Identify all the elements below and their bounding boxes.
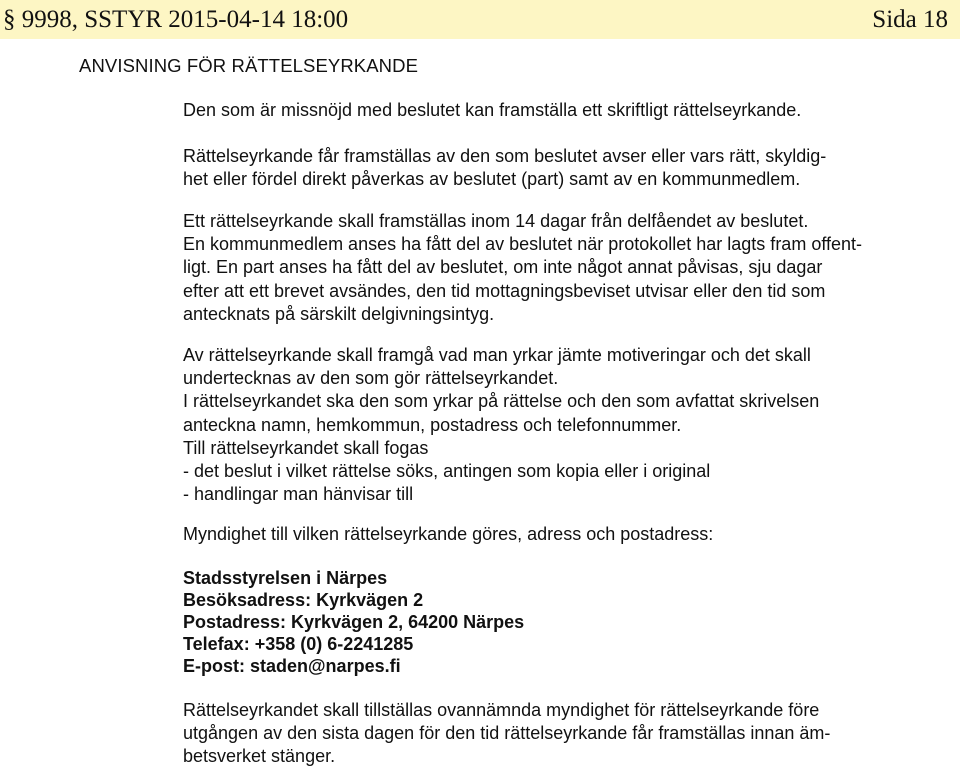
- text-line: I rättelseyrkandet ska den som yrkar på rättelse och den som avfattat skrivelsen: [183, 391, 820, 412]
- text-line: Rättelseyrkande får framställas av den som beslutet avser eller vars rätt, skyldig-: [183, 146, 827, 166]
- visiting-address: Besöksadress: Kyrkvägen 2: [183, 590, 424, 610]
- text-line: Myndighet till vilken rättelseyrkande göres, adress och postadress:: [183, 524, 714, 544]
- text-line: anteckna namn, hemkommun, postadress och telefonnummer.: [183, 414, 682, 435]
- page-header: [0, 0, 960, 39]
- paragraph-authority-heading: [183, 523, 713, 546]
- text-line: Den som är missnöjd med beslutet kan framställa ett skriftligt rättelseyrkande.: [183, 100, 802, 120]
- text-line: En kommunmedlem anses ha fått del av beslutet när protokollet har lagts fram offent-: [183, 234, 863, 255]
- paragraph-dissatisfied: [183, 99, 801, 122]
- text-line: - det beslut i vilket rättelse söks, antingen som kopia eller i original: [183, 461, 711, 482]
- text-line: Till rättelseyrkandet skall fogas: [183, 437, 429, 458]
- section-title: ANVISNING FÖR RÄTTELSEYRKANDE: [79, 55, 419, 76]
- text-line: Ett rättelseyrkande skall framställas inom 14 dagar från delfåendet av beslutet.: [183, 211, 809, 231]
- telefax: Telefax: +358 (0) 6-2241285: [183, 634, 414, 654]
- text-line: het eller fördel direkt påverkas av beslutet (part) samt av en kommunmedlem.: [183, 169, 801, 190]
- paragraph-deadline: [183, 210, 862, 326]
- text-line: antecknats på särskilt delgivningsintyg.: [183, 303, 495, 324]
- authority-address-block: [183, 567, 524, 677]
- text-line: Av rättelseyrkande skall framgå vad man yrkar jämte motiveringar och det skall: [183, 345, 811, 365]
- authority-name: Stadsstyrelsen i Närpes: [183, 568, 388, 588]
- page-number: Sida 18: [872, 6, 948, 33]
- text-line: ligt. En part anses ha fått del av beslutet, om inte något annat påvisas, sju dagar: [183, 257, 823, 278]
- text-line: Rättelseyrkandet skall tillställas ovannämnda myndighet för rättelseyrkande före: [183, 700, 820, 720]
- text-line: utgången av den sista dagen för den tid rättelseyrkande får framställas innan äm-: [183, 723, 831, 744]
- text-line: betsverket stänger.: [183, 746, 336, 767]
- text-line: efter att ett brevet avsändes, den tid mottagningsbeviset utvisar eller den tid som: [183, 280, 826, 301]
- postal-address: Postadress: Kyrkvägen 2, 64200 Närpes: [183, 612, 525, 632]
- paragraph-who-may-appeal: [183, 145, 826, 191]
- email-address: E-post: staden@narpes.fi: [183, 656, 401, 676]
- header-reference: § 9998, SSTYR 2015-04-14 18:00: [3, 6, 349, 33]
- text-line: - handlingar man hänvisar till: [183, 484, 414, 505]
- text-line: undertecknas av den som gör rättelseyrkandet.: [183, 368, 559, 389]
- paragraph-submission-deadline: [183, 699, 830, 769]
- paragraph-appeal-contents: [183, 344, 819, 506]
